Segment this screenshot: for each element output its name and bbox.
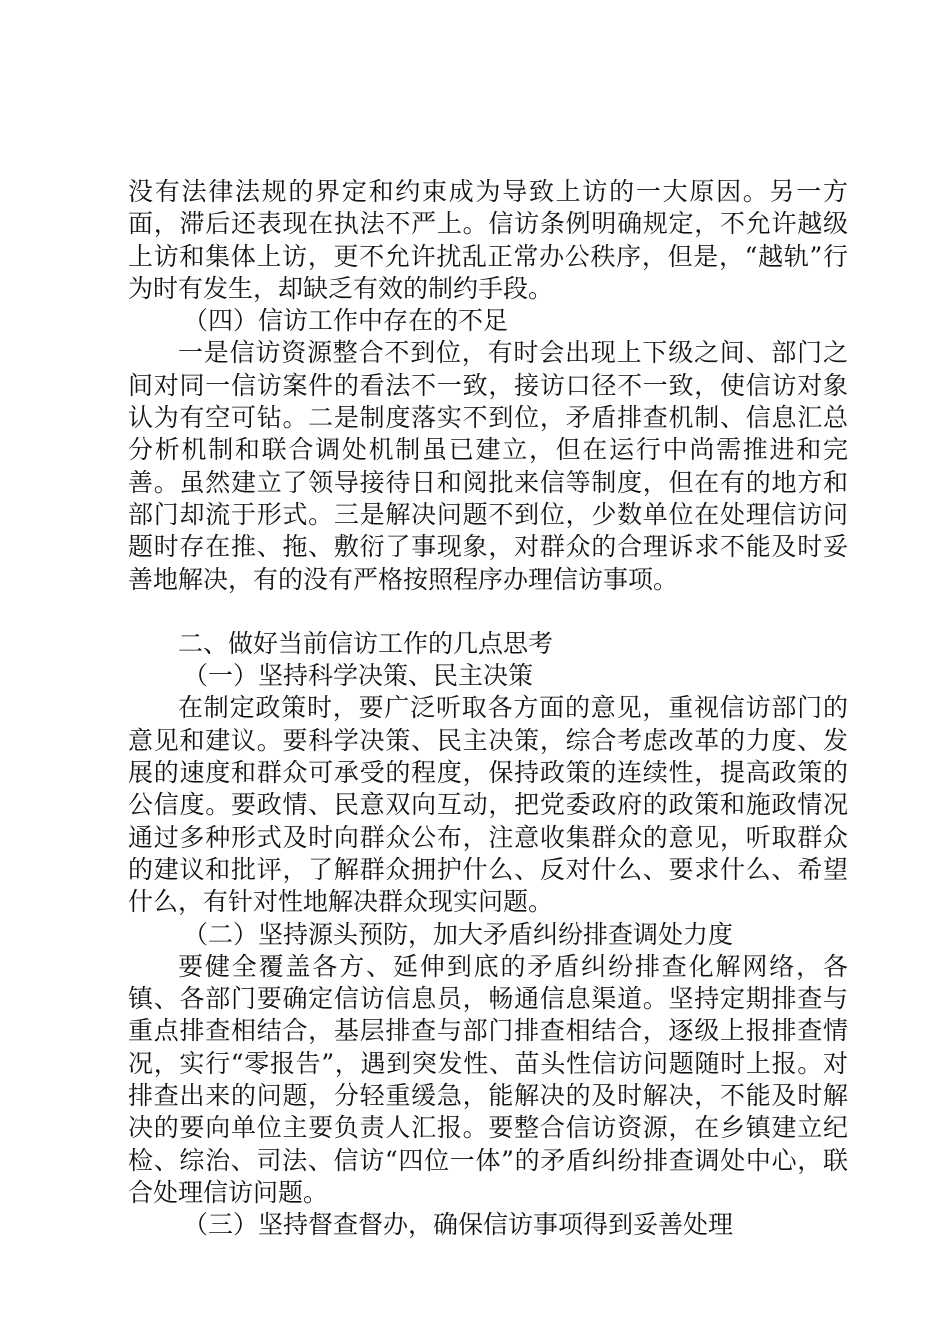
document-body xyxy=(128,176,848,1242)
subheading-source-prevention: （二）坚持源头预防，加大矛盾纠纷排查调处力度 xyxy=(183,919,734,949)
paragraph-source-prevention: 要健全覆盖各方、延伸到底的矛盾纠纷排查化解网络，各镇、各部门要确定信访信息员，畅通信息渠道。坚持定期排查与重点排查相结合，基层排查与部门排查相结合，逐级上报排查情况，实行“零报告”，遇到突发性、苗头性信访问题随时上报。对排查出来的问题，分轻重缓急，能解决的及时解决，不能及时解决的要向单位主要负责人汇报。要整合信访资源，在乡镇建立纪检、综治、司法、信访“四位一体”的矛盾纠纷排查调处中心，联合处理信访问题。 xyxy=(128,951,848,1207)
subheading-scientific-decision: （一）坚持科学决策、民主决策 xyxy=(183,661,534,691)
section-heading-thoughts: 二、做好当前信访工作的几点思考 xyxy=(178,628,554,658)
paragraph-scientific-decision: 在制定政策时，要广泛听取各方面的意见，重视信访部门的意见和建议。要科学决策、民主决策，综合考虑改革的力度、发展的速度和群众可承受的程度，保持政策的连续性，提高政策的公信度。要政情、民意双向互动，把党委政府的政策和施政情况通过多种形式及时向群众公布，注意收集群众的意见，听取群众的建议和批评，了解群众拥护什么、反对什么、要求什么、希望什么，有针对性地解决群众现实问题。 xyxy=(128,693,848,917)
paragraph-shortcomings: 一是信访资源整合不到位，有时会出现上下级之间、部门之间对同一信访案件的看法不一致，接访口径不一致，使信访对象认为有空可钻。二是制度落实不到位，矛盾排查机制、信息汇总分析机制和联合调处机制虽已建立，但在运行中尚需推进和完善。虽然建立了领导接待日和阅批来信等制度，但在有的地方和部门却流于形式。三是解决问题不到位，少数单位在处理信访问题时存在推、拖、敷衍了事现象，对群众的合理诉求不能及时妥善地解决，有的没有严格按照程序办理信访事项。 xyxy=(128,338,848,594)
subheading-shortcomings: （四）信访工作中存在的不足 xyxy=(183,306,509,336)
subheading-supervision: （三）坚持督查督办，确保信访事项得到妥善处理 xyxy=(183,1210,734,1240)
paragraph-continued: 没有法律法规的界定和约束成为导致上访的一大原因。另一方面，滞后还表现在执法不严上。信访条例明确规定，不允许越级上访和集体上访，更不允许扰乱正常办公秩序，但是，“越轨”行为时有发生，却缺乏有效的制约手段。 xyxy=(128,177,848,303)
